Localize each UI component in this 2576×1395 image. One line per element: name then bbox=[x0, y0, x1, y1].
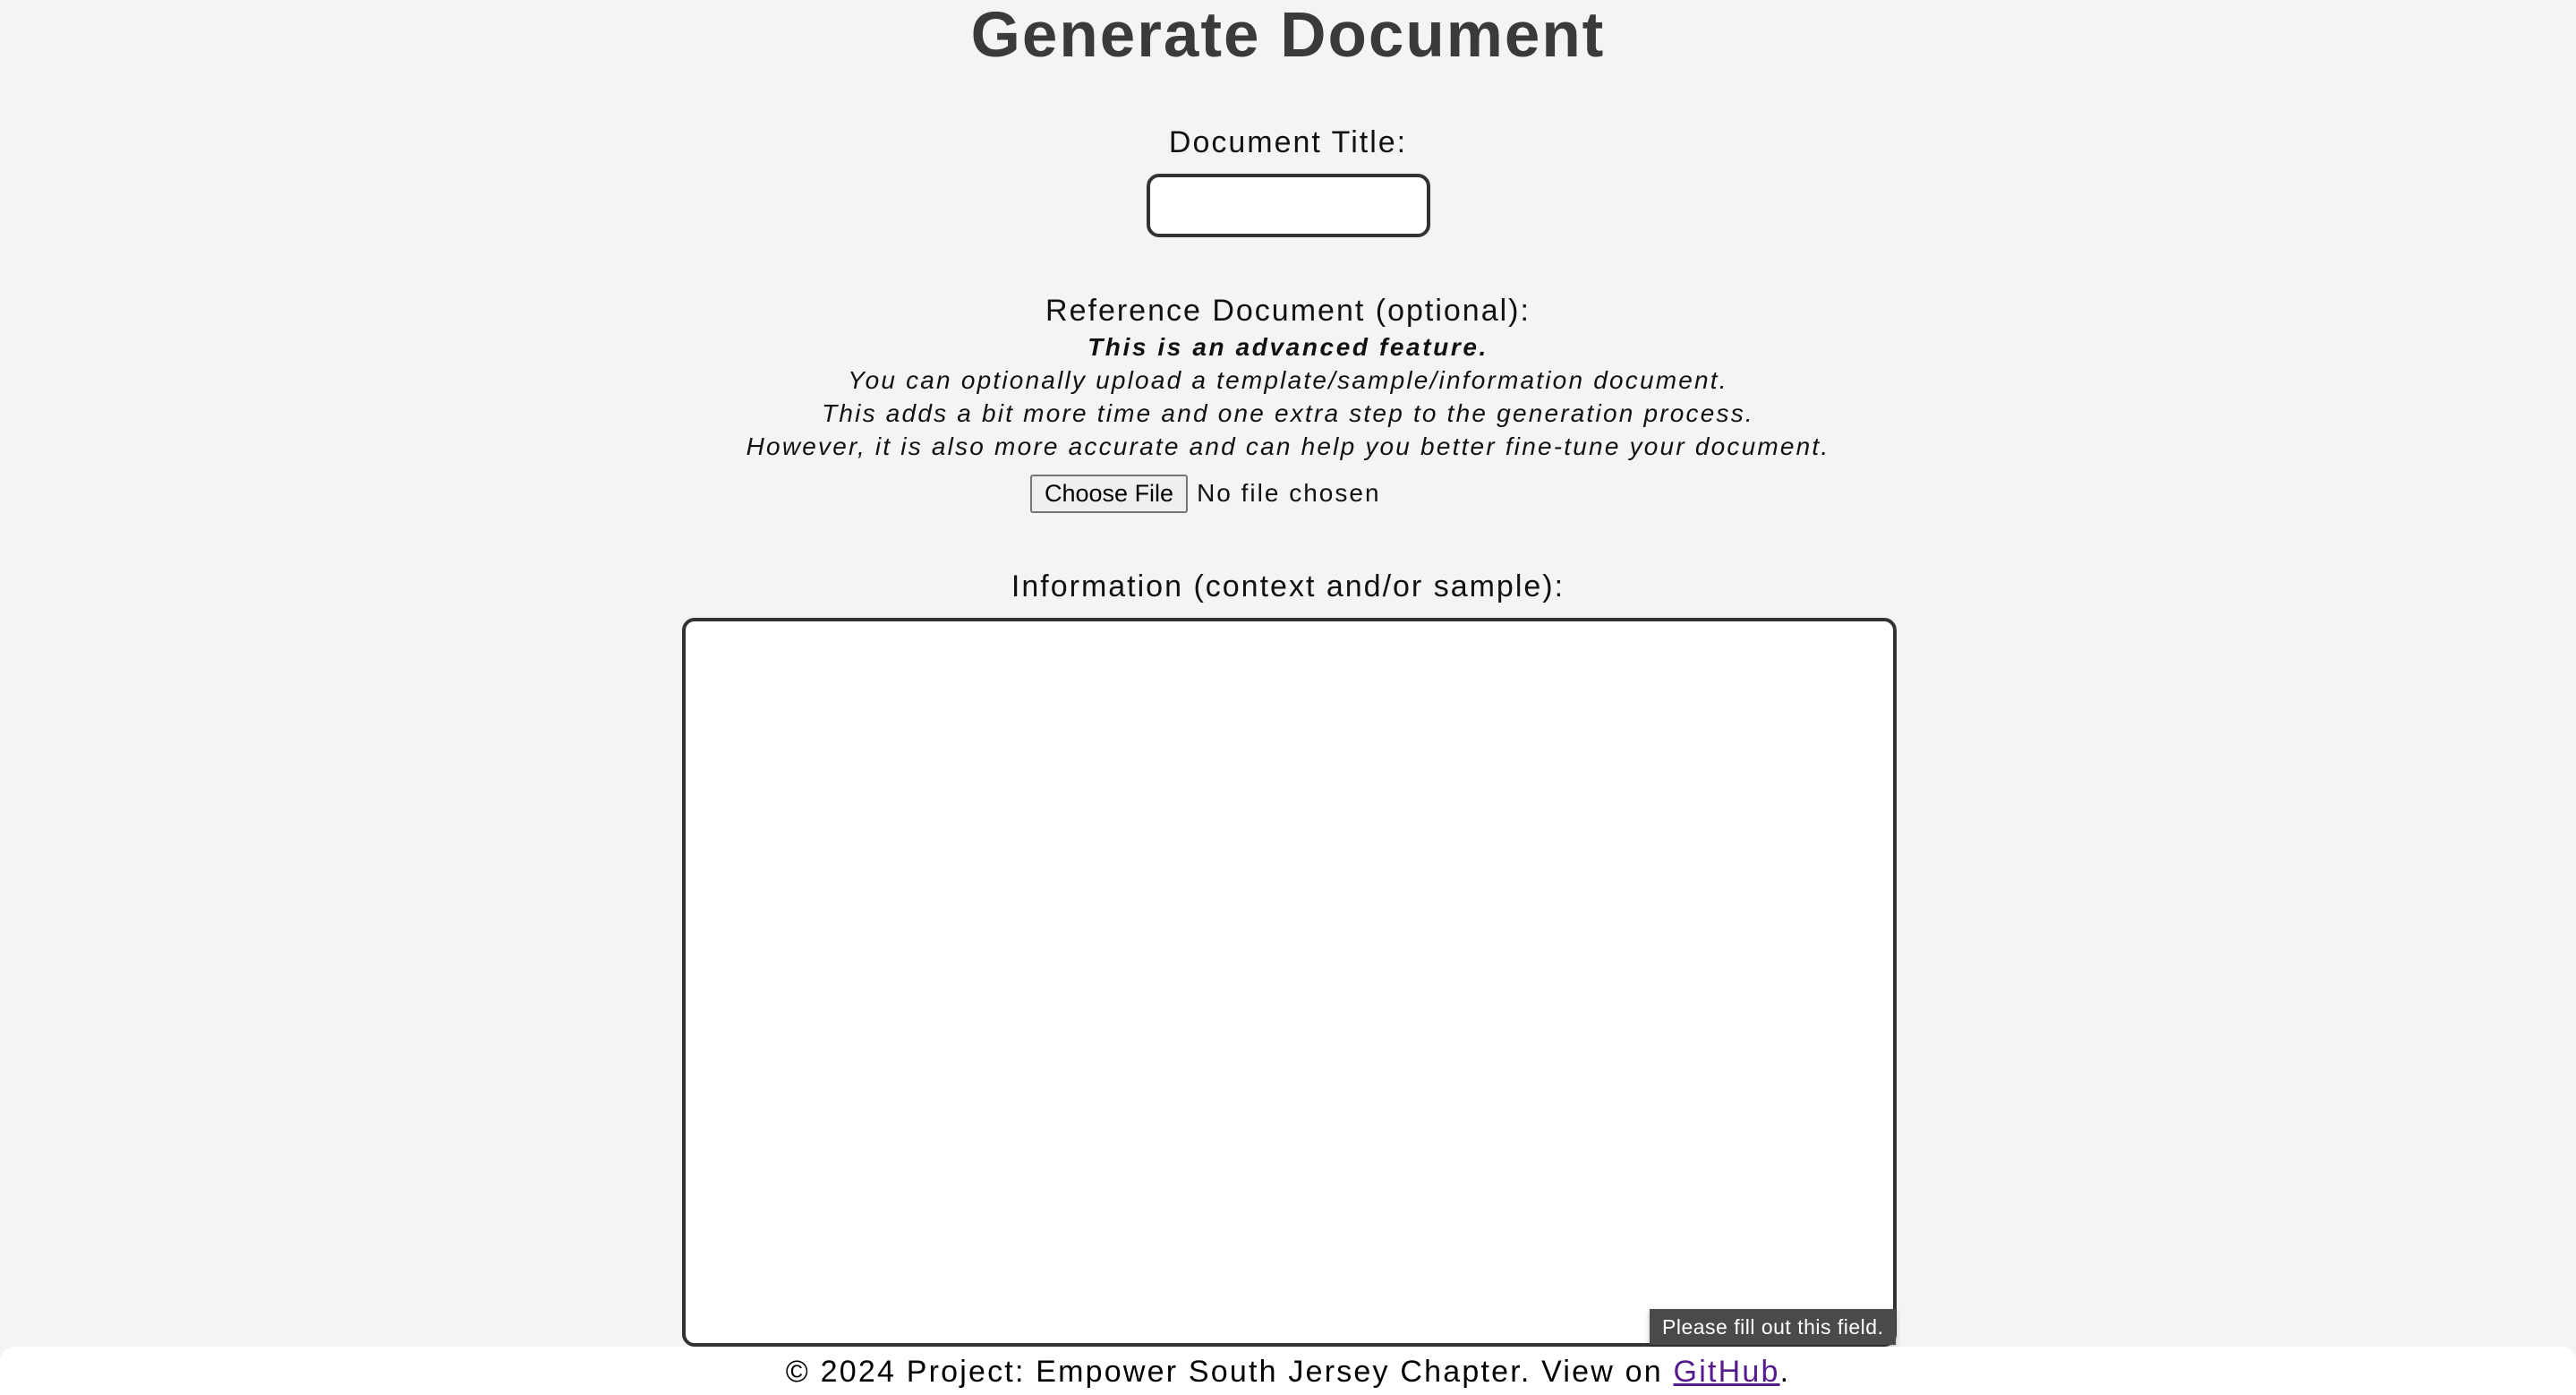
document-title-label: Document Title: bbox=[1168, 125, 1408, 159]
github-link[interactable]: GitHub bbox=[1673, 1355, 1780, 1389]
advanced-feature-note: This is an advanced feature. bbox=[1088, 333, 1488, 361]
document-title-input[interactable] bbox=[1147, 174, 1430, 237]
choose-file-button[interactable]: Choose File bbox=[1030, 475, 1188, 513]
validation-tooltip: Please fill out this field. bbox=[1650, 1309, 1896, 1345]
reference-note-line-1: You can optionally upload a template/sample/information document. bbox=[848, 366, 1728, 394]
reference-note-line-2: This adds a bit more time and one extra step to the generation process. bbox=[822, 399, 1754, 427]
reference-note-line-3: However, it is also more accurate and can help you better fine-tune your document. bbox=[746, 432, 1830, 460]
information-textarea[interactable] bbox=[682, 618, 1897, 1347]
reference-file-picker bbox=[1030, 474, 1381, 513]
file-status-text: No file chosen bbox=[1197, 479, 1381, 507]
footer-text: © 2024 Project: Empower South Jersey Chapter. View on bbox=[785, 1355, 1674, 1389]
page-footer bbox=[0, 1347, 2576, 1395]
page-title: Generate Document bbox=[970, 0, 1606, 71]
information-label: Information (context and/or sample): bbox=[1011, 569, 1565, 603]
reference-document-label: Reference Document (optional): bbox=[1045, 294, 1531, 328]
footer-suffix: . bbox=[1779, 1355, 1791, 1389]
